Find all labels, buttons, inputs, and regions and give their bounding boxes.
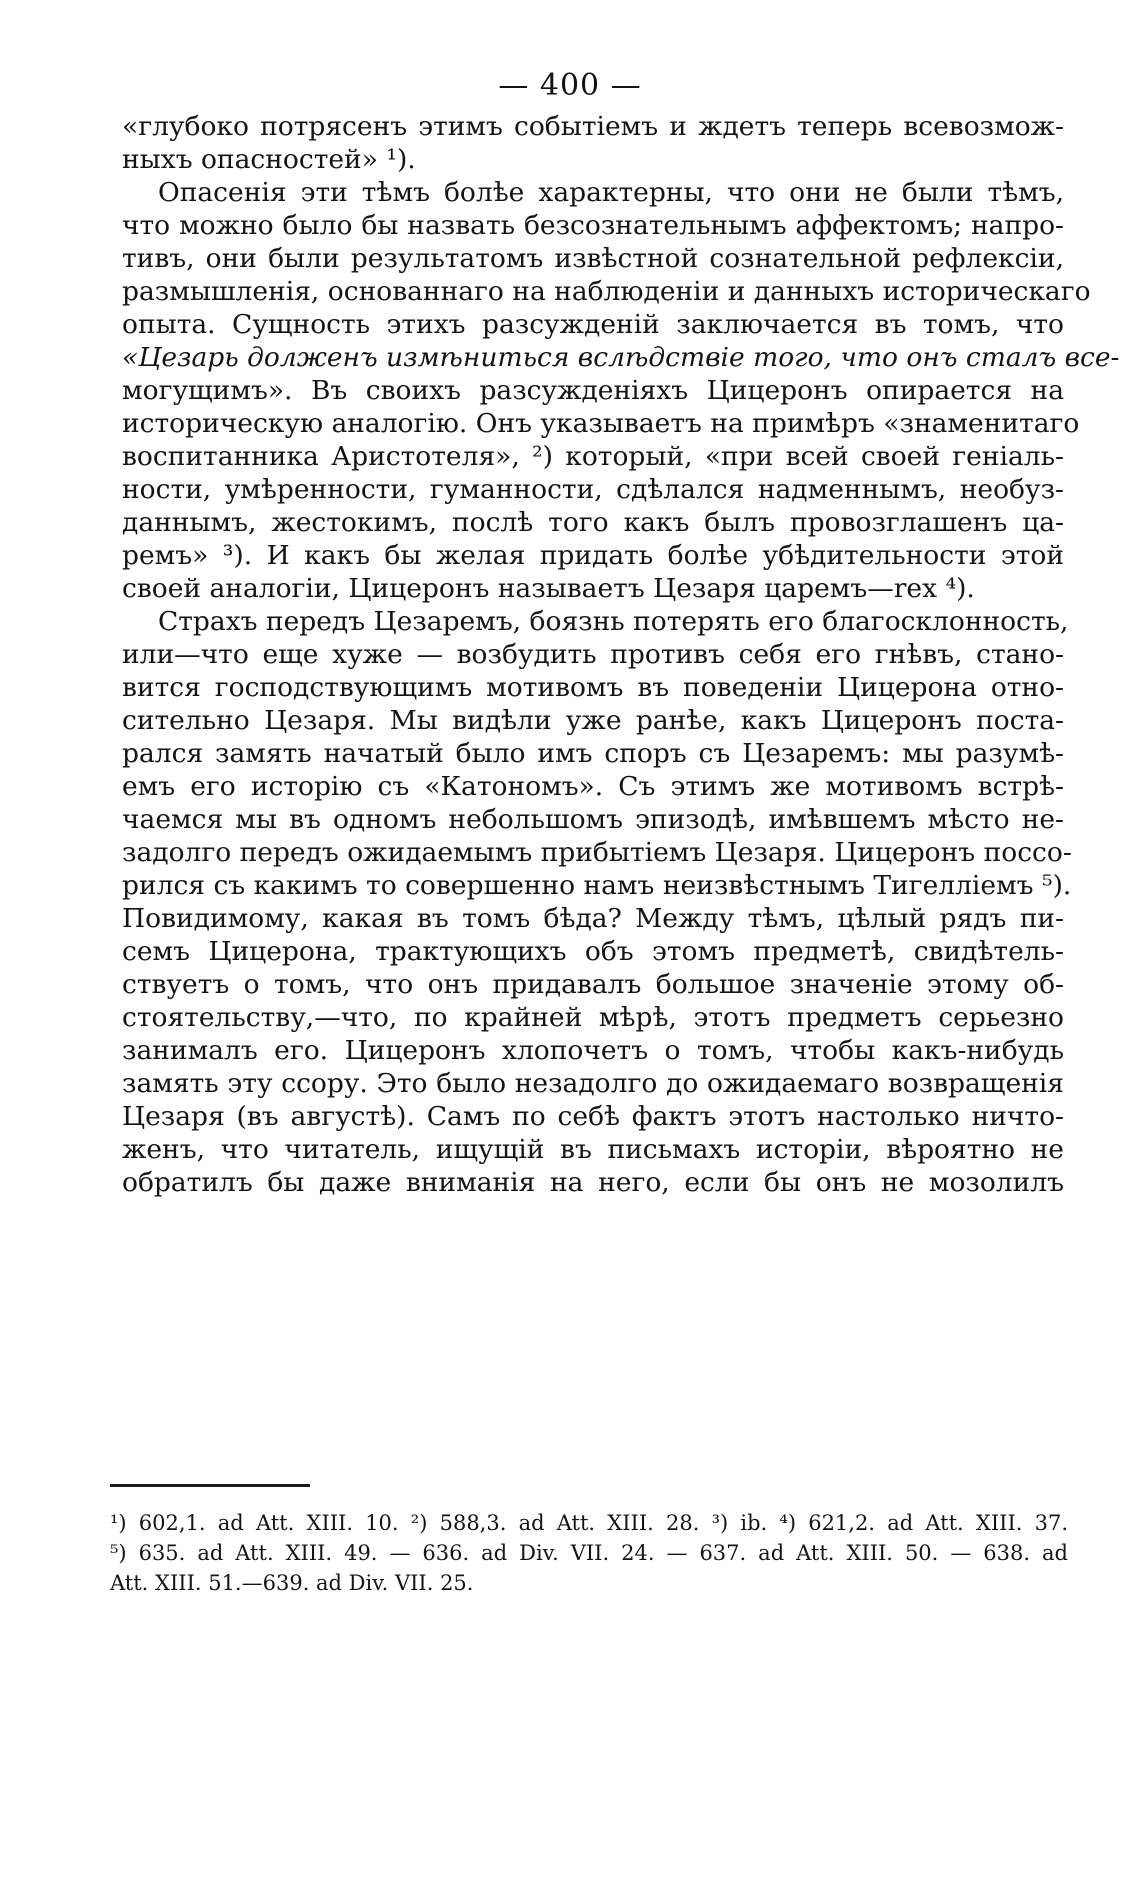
text-line: ремъ» ³). И какъ бы желая придать болѣе убѣдительности этой [122, 540, 1064, 571]
text-line: женъ, что читатель, ищущій въ письмахъ исторіи, вѣроятно не [122, 1134, 1064, 1165]
text-line-italic: «Цезарь долженъ измѣниться вслѣдствіе того, что онъ сталъ все- [122, 342, 1120, 373]
text-line: или—что еще хуже — возбудить противъ себя его гнѣвъ, стано- [122, 639, 1064, 670]
text-line: ствуетъ о томъ, что онъ придавалъ большое значеніе этому об- [122, 969, 1064, 1000]
text-line: историческую аналогію. Онъ указываетъ на примѣръ «знаменитаго [122, 408, 1080, 439]
text-line: рался замять начатый было имъ споръ съ Цезаремъ: мы разумѣ- [122, 738, 1064, 769]
text-line: занималъ его. Цицеронъ хлопочетъ о томъ, чтобы какъ-нибудь [122, 1035, 1064, 1066]
text-line: Повидимому, какая въ томъ бѣда? Между тѣмъ, цѣлый рядъ пи- [122, 903, 1064, 934]
text-line: своей аналогіи, Цицеронъ называетъ Цезаря царемъ—rex ⁴). [122, 573, 975, 604]
text-line: размышленія, основаннаго на наблюденіи и данныхъ историческаго [122, 276, 1091, 307]
text-line: Цезаря (въ августѣ). Самъ по себѣ фактъ этотъ настолько ничто- [122, 1101, 1064, 1132]
footnote-line: ⁵) 635. ad Att. XIII. 49. — 636. ad Div. VII. 24. — 637. ad Att. XIII. 50. — 638. ad [110, 1541, 1068, 1565]
text-line: опыта. Сущность этихъ разсужденій заключается въ томъ, что [122, 309, 1064, 340]
text-line: могущимъ». Въ своихъ разсужденіяхъ Цицеронъ опирается на [122, 375, 1064, 406]
text-line: Страхъ передъ Цезаремъ, боязнь потерять его благосклонность, [158, 606, 1069, 637]
footnote-line: ¹) 602,1. ad Att. XIII. 10. ²) 588,3. ad Att. XIII. 28. ³) ib. ⁴) 621,2. ad Att. XIII. 37. [110, 1511, 1068, 1535]
text-line: семъ Цицерона, трактующихъ объ этомъ предметѣ, свидѣтель- [122, 936, 1064, 967]
text-line: «глубоко потрясенъ этимъ событіемъ и ждетъ теперь всевозмож- [122, 111, 1064, 142]
text-line: рился съ какимъ то совершенно намъ неизвѣстнымъ Тигелліемъ ⁵). [122, 870, 1072, 901]
text-line: что можно было бы назвать безсознательнымъ аффектомъ; напро- [122, 210, 1064, 241]
text-line: тивъ, они были результатомъ извѣстной сознательной рефлексіи, [122, 243, 1064, 274]
text-line: вится господствующимъ мотивомъ въ поведеніи Цицерона отно- [122, 672, 1064, 703]
text-line: чаемся мы въ одномъ небольшомъ эпизодѣ, имѣвшемъ мѣсто не- [122, 804, 1064, 835]
page-number: — 400 — [498, 68, 642, 103]
text-line: задолго передъ ожидаемымъ прибытіемъ Цезаря. Цицеронъ поссо- [122, 837, 1072, 868]
text-line: Опасенія эти тѣмъ болѣе характерны, что они не были тѣмъ, [158, 177, 1064, 208]
text-line: замять эту ссору. Это было незадолго до ожидаемаго возвращенія [122, 1068, 1064, 1099]
text-line: обратилъ бы даже вниманія на него, если бы онъ не мозолилъ [122, 1167, 1064, 1198]
text-line: воспитанника Аристотеля», ²) который, «при всей своей геніаль- [122, 441, 1064, 472]
text-line: емъ его исторію съ «Катономъ». Съ этимъ же мотивомъ встрѣ- [122, 771, 1064, 802]
text-line: ныхъ опасностей» ¹). [122, 144, 416, 175]
text-line: ности, умѣренности, гуманности, сдѣлался надменнымъ, необуз- [122, 474, 1064, 505]
footnote-divider [110, 1484, 310, 1487]
text-line: сительно Цезаря. Мы видѣли уже ранѣе, какъ Цицеронъ поста- [122, 705, 1064, 736]
text-line: даннымъ, жестокимъ, послѣ того какъ былъ провозглашенъ ца- [122, 507, 1064, 538]
footnote-line: Att. XIII. 51.—639. ad Div. VII. 25. [110, 1571, 474, 1595]
text-line: стоятельству,—что, по крайней мѣрѣ, этотъ предметъ серьезно [122, 1002, 1064, 1033]
